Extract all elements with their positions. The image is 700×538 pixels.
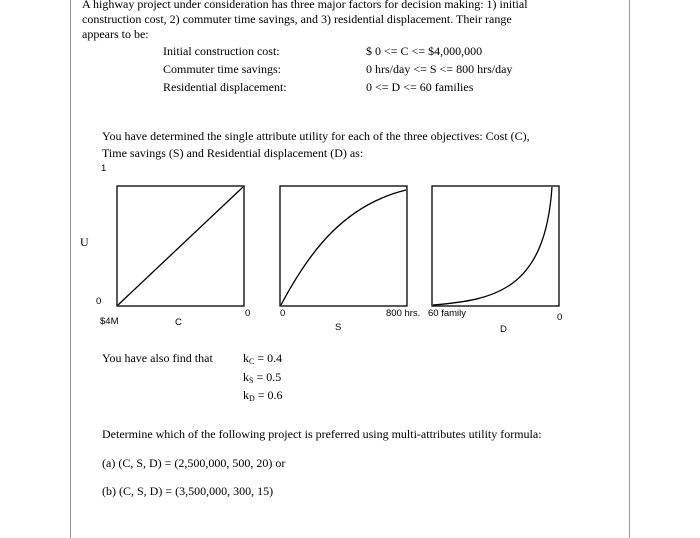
intro-line-2: construction cost, 2) commuter time savings, and 3) residential displacement. Their range xyxy=(82,12,512,26)
cost-axis-name: C xyxy=(175,317,182,328)
range-label: Commuter time savings: xyxy=(163,62,281,76)
displacement-axis-name: D xyxy=(500,324,507,335)
displacement-utility-plot xyxy=(432,186,559,306)
y-axis-top-label: 1 xyxy=(101,163,107,174)
weight-kd: $k_D = 0.6$ xyxy=(243,388,283,403)
utility-intro-line-1: You have determined the single attribute utility for each of the three objectives: Cost (C), xyxy=(102,129,530,143)
displacement-right-label: 0 xyxy=(557,312,563,323)
intro-line-1: A highway project under consideration has three major factors for decision making: 1) initial xyxy=(82,0,528,11)
range-value: $ 0 <= C <= $4,000,000 xyxy=(366,44,483,58)
savings-plot-frame xyxy=(280,186,407,306)
range-value: 0 <= D <= 60 families xyxy=(366,80,474,94)
range-label: Initial construction cost: xyxy=(163,44,280,58)
displacement-left-label: 60 family xyxy=(428,308,467,319)
intro-line-3: appears to be: xyxy=(82,27,149,41)
range-value: 0 hrs/day <= S <= 800 hrs/day xyxy=(366,62,513,76)
question-text: Determine which of the following project is preferred using multi-attributes utility formula: xyxy=(102,427,542,441)
y-axis-label: U xyxy=(80,235,89,249)
cost-utility-plot xyxy=(117,186,244,306)
weights-intro: You have also find that xyxy=(102,351,213,365)
range-label: Residential displacement: xyxy=(163,80,287,94)
savings-right-label: 800 hrs. xyxy=(386,308,421,319)
savings-axis-name: S xyxy=(335,322,342,333)
y-axis-bottom-label: 0 xyxy=(96,296,102,307)
weight-ks: $k_S = 0.5$ xyxy=(243,370,282,385)
savings-utility-plot xyxy=(280,186,407,306)
cost-right-label: 0 xyxy=(245,308,251,319)
savings-utility-curve xyxy=(281,190,406,305)
option-b: (b) (C, S, D) = (3,500,000, 300, 15) xyxy=(102,484,274,498)
cost-left-label: $4M xyxy=(100,316,119,327)
displacement-utility-curve xyxy=(433,187,552,305)
utility-intro-line-2: Time savings (S) and Residential displacement (D) as: xyxy=(102,146,364,160)
option-a: (a) (C, S, D) = (2,500,000, 500, 20) or xyxy=(102,456,286,470)
savings-left-label: 0 xyxy=(280,308,286,319)
weight-kc: $k_C = 0.4$ xyxy=(243,351,283,366)
cost-utility-curve xyxy=(118,187,243,305)
